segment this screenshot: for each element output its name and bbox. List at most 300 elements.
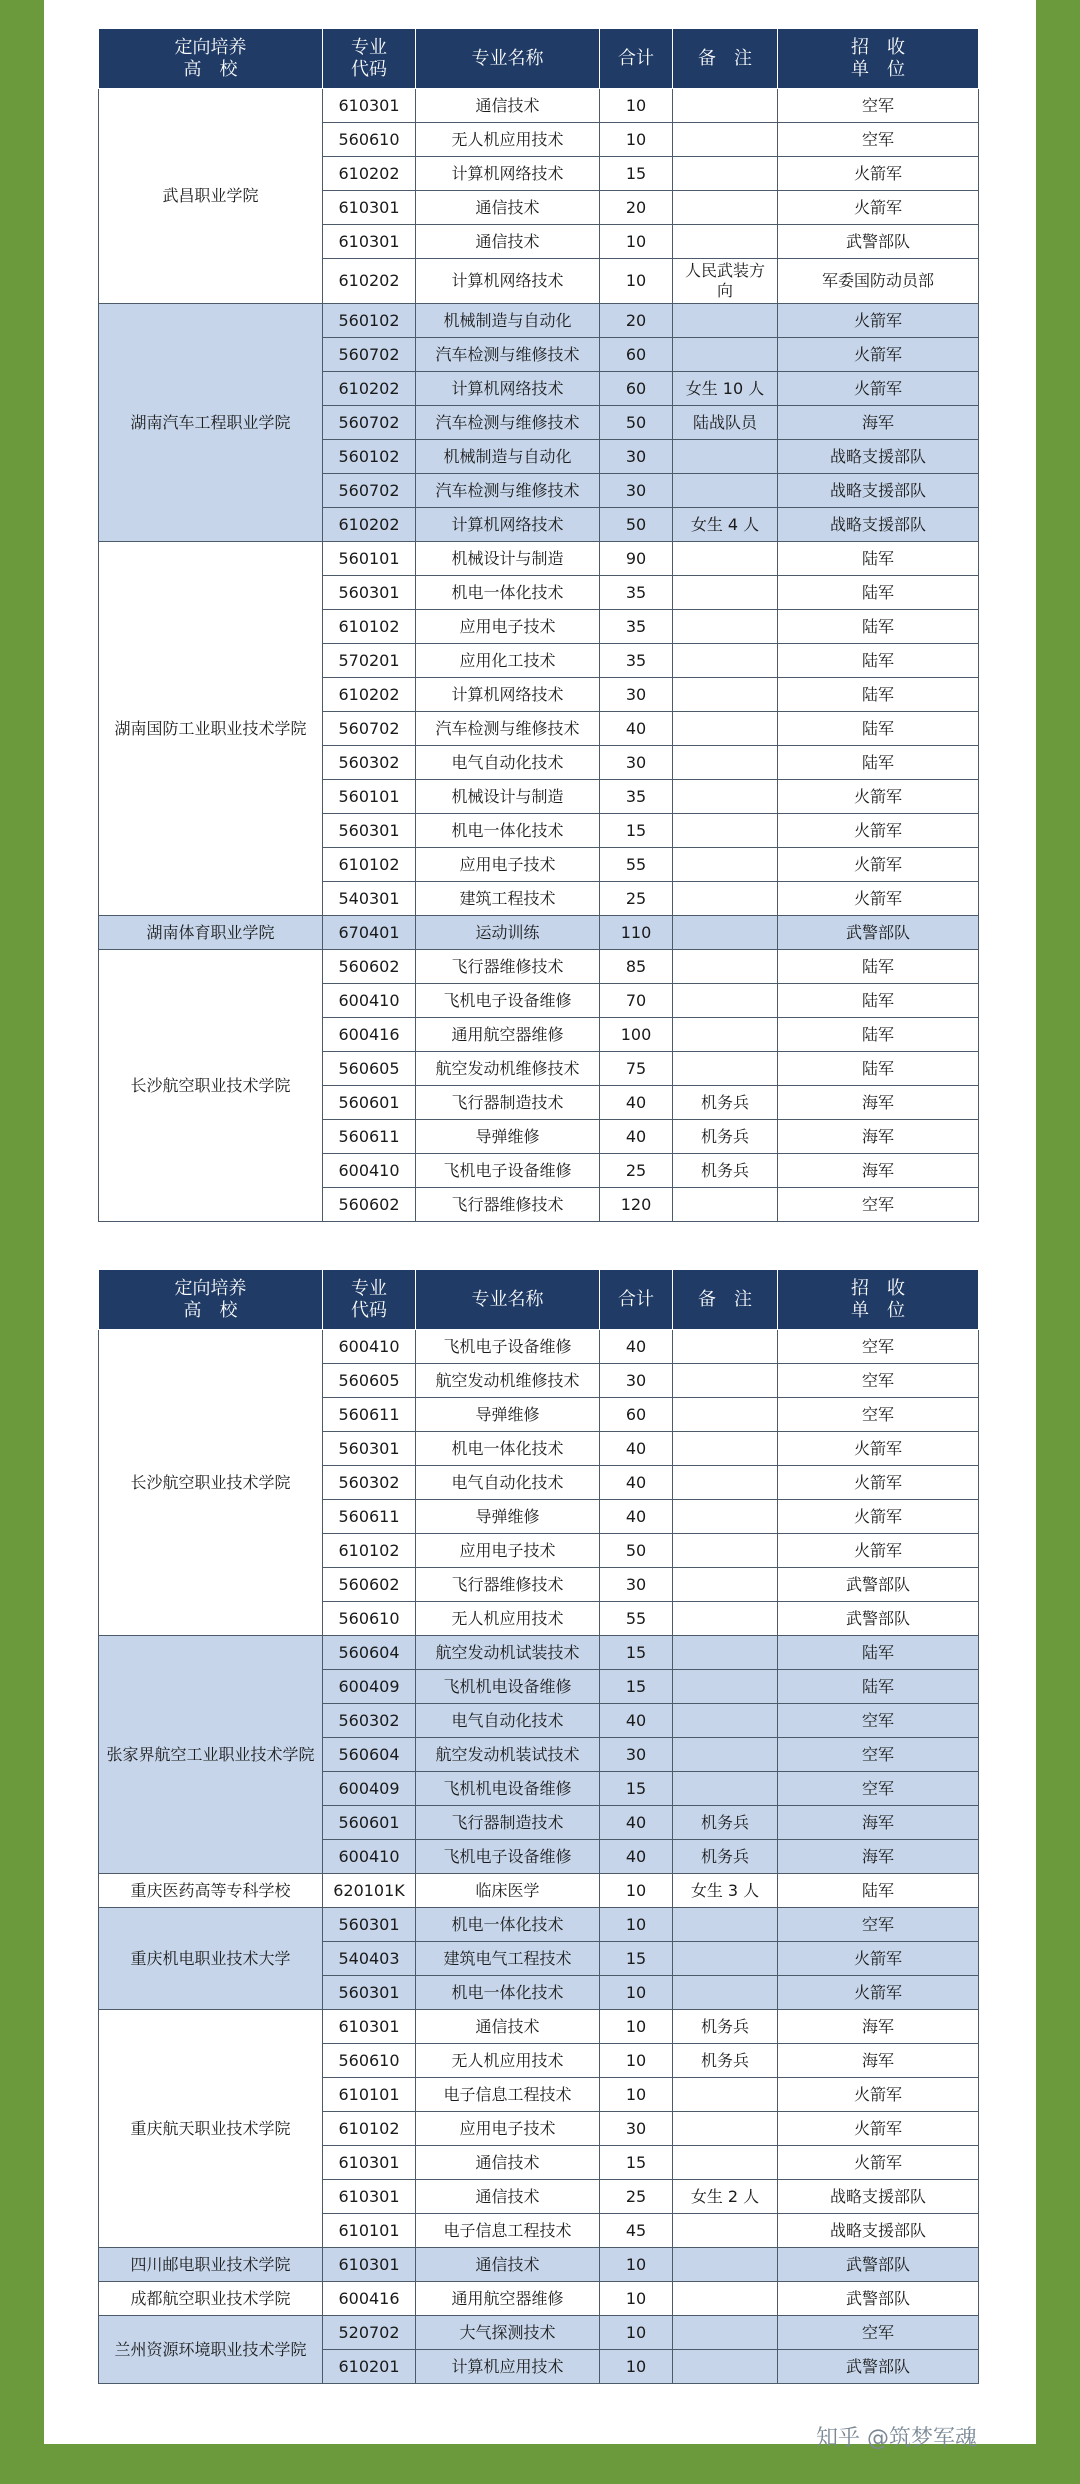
recruiting-unit: 空军 — [778, 1398, 979, 1432]
recruiting-unit: 陆军 — [778, 712, 979, 746]
remark — [673, 1534, 778, 1568]
major-name: 应用电子技术 — [416, 610, 600, 644]
table-row — [99, 542, 979, 576]
remark — [673, 746, 778, 780]
major-name: 导弹维修 — [416, 1398, 600, 1432]
remark — [673, 1018, 778, 1052]
total-count: 10 — [600, 123, 673, 157]
major-code: 610301 — [323, 2010, 416, 2044]
recruiting-unit: 陆军 — [778, 542, 979, 576]
recruiting-unit: 陆军 — [778, 746, 979, 780]
recruiting-unit: 海军 — [778, 1806, 979, 1840]
table-row — [99, 916, 979, 950]
recruiting-unit: 空军 — [778, 1188, 979, 1222]
major-name: 机电一体化技术 — [416, 1432, 600, 1466]
remark — [673, 814, 778, 848]
total-count: 15 — [600, 814, 673, 848]
major-name: 通信技术 — [416, 225, 600, 259]
major-code: 560604 — [323, 1636, 416, 1670]
remark — [673, 2214, 778, 2248]
major-name: 临床医学 — [416, 1874, 600, 1908]
total-count: 15 — [600, 157, 673, 191]
major-code: 560602 — [323, 950, 416, 984]
total-count: 15 — [600, 2146, 673, 2180]
column-header: 专业名称 — [416, 29, 600, 89]
remark — [673, 780, 778, 814]
total-count: 100 — [600, 1018, 673, 1052]
remark — [673, 2146, 778, 2180]
remark — [673, 984, 778, 1018]
table-row — [99, 950, 979, 984]
recruiting-unit: 空军 — [778, 1772, 979, 1806]
recruiting-unit: 火箭军 — [778, 1534, 979, 1568]
recruiting-unit: 海军 — [778, 1840, 979, 1874]
recruiting-unit: 海军 — [778, 1120, 979, 1154]
recruiting-unit: 火箭军 — [778, 1466, 979, 1500]
major-name: 通信技术 — [416, 2248, 600, 2282]
recruiting-unit: 海军 — [778, 1154, 979, 1188]
remark — [673, 123, 778, 157]
column-header: 定向培养 高 校 — [99, 29, 323, 89]
total-count: 85 — [600, 950, 673, 984]
major-name: 航空发动机装试技术 — [416, 1738, 600, 1772]
remark — [673, 1398, 778, 1432]
column-header: 备 注 — [673, 29, 778, 89]
remark — [673, 304, 778, 338]
major-name: 计算机网络技术 — [416, 372, 600, 406]
major-name: 应用电子技术 — [416, 848, 600, 882]
major-code: 610102 — [323, 2112, 416, 2146]
recruiting-unit: 陆军 — [778, 610, 979, 644]
remark: 陆战队员 — [673, 406, 778, 440]
total-count: 35 — [600, 644, 673, 678]
recruiting-unit: 空军 — [778, 1704, 979, 1738]
total-count: 10 — [600, 2282, 673, 2316]
major-code: 600410 — [323, 984, 416, 1018]
major-code: 560301 — [323, 814, 416, 848]
recruiting-unit: 军委国防动员部 — [778, 259, 979, 304]
major-name: 飞行器维修技术 — [416, 1568, 600, 1602]
recruiting-unit: 武警部队 — [778, 2350, 979, 2384]
remark — [673, 474, 778, 508]
major-code: 560702 — [323, 712, 416, 746]
major-name: 电气自动化技术 — [416, 1466, 600, 1500]
major-name: 机械设计与制造 — [416, 780, 600, 814]
recruiting-unit: 海军 — [778, 2044, 979, 2078]
total-count: 40 — [600, 1806, 673, 1840]
major-name: 飞机电子设备维修 — [416, 1840, 600, 1874]
recruiting-unit: 火箭军 — [778, 2112, 979, 2146]
major-code: 610101 — [323, 2078, 416, 2112]
total-count: 50 — [600, 1534, 673, 1568]
total-count: 70 — [600, 984, 673, 1018]
remark — [673, 2112, 778, 2146]
table-row — [99, 304, 979, 338]
column-header: 合计 — [600, 29, 673, 89]
table-row — [99, 2316, 979, 2350]
major-code: 560301 — [323, 1908, 416, 1942]
remark — [673, 1568, 778, 1602]
total-count: 50 — [600, 406, 673, 440]
total-count: 15 — [600, 1942, 673, 1976]
school-name: 长沙航空职业技术学院 — [99, 950, 323, 1222]
table-row — [99, 1874, 979, 1908]
remark — [673, 1738, 778, 1772]
major-code: 570201 — [323, 644, 416, 678]
total-count: 30 — [600, 440, 673, 474]
major-name: 应用电子技术 — [416, 2112, 600, 2146]
major-code: 540301 — [323, 882, 416, 916]
column-header: 专业名称 — [416, 1270, 600, 1330]
recruiting-unit: 武警部队 — [778, 2248, 979, 2282]
total-count: 40 — [600, 712, 673, 746]
table-row — [99, 1330, 979, 1364]
major-code: 610202 — [323, 508, 416, 542]
school-name: 湖南体育职业学院 — [99, 916, 323, 950]
major-code: 600416 — [323, 2282, 416, 2316]
watermark: 知乎 @筑梦军魂 — [816, 2426, 977, 2451]
major-name: 通信技术 — [416, 2010, 600, 2044]
total-count: 10 — [600, 2010, 673, 2044]
recruiting-unit: 火箭军 — [778, 191, 979, 225]
recruiting-unit: 火箭军 — [778, 2146, 979, 2180]
school-name: 四川邮电职业技术学院 — [99, 2248, 323, 2282]
recruiting-unit: 火箭军 — [778, 1500, 979, 1534]
major-code: 560611 — [323, 1500, 416, 1534]
major-name: 机械设计与制造 — [416, 542, 600, 576]
total-count: 15 — [600, 1772, 673, 1806]
total-count: 10 — [600, 2044, 673, 2078]
recruiting-unit: 武警部队 — [778, 1602, 979, 1636]
total-count: 60 — [600, 1398, 673, 1432]
total-count: 30 — [600, 474, 673, 508]
remark — [673, 1772, 778, 1806]
total-count: 40 — [600, 1120, 673, 1154]
remark — [673, 1976, 778, 2010]
major-name: 无人机应用技术 — [416, 2044, 600, 2078]
remark — [673, 1330, 778, 1364]
major-code: 540403 — [323, 1942, 416, 1976]
remark — [673, 610, 778, 644]
total-count: 35 — [600, 576, 673, 610]
remark — [673, 1188, 778, 1222]
remark — [673, 1466, 778, 1500]
remark — [673, 2248, 778, 2282]
remark — [673, 2316, 778, 2350]
school-name: 重庆医药高等专科学校 — [99, 1874, 323, 1908]
column-header: 专业 代码 — [323, 29, 416, 89]
major-code: 610301 — [323, 2146, 416, 2180]
recruiting-unit: 战略支援部队 — [778, 2180, 979, 2214]
major-name: 汽车检测与维修技术 — [416, 474, 600, 508]
major-code: 560610 — [323, 2044, 416, 2078]
major-name: 无人机应用技术 — [416, 1602, 600, 1636]
major-code: 560602 — [323, 1568, 416, 1602]
header-row — [99, 29, 979, 89]
major-name: 通用航空器维修 — [416, 2282, 600, 2316]
major-name: 航空发动机试装技术 — [416, 1636, 600, 1670]
remark: 女生 4 人 — [673, 508, 778, 542]
total-count: 30 — [600, 2112, 673, 2146]
recruiting-unit: 陆军 — [778, 1018, 979, 1052]
table-row — [99, 1636, 979, 1670]
recruiting-unit: 火箭军 — [778, 780, 979, 814]
table-row — [99, 1908, 979, 1942]
total-count: 30 — [600, 1568, 673, 1602]
table-row — [99, 2010, 979, 2044]
major-name: 计算机应用技术 — [416, 2350, 600, 2384]
recruiting-unit: 火箭军 — [778, 848, 979, 882]
total-count: 40 — [600, 1466, 673, 1500]
major-code: 600410 — [323, 1330, 416, 1364]
major-code: 610102 — [323, 610, 416, 644]
total-count: 40 — [600, 1704, 673, 1738]
major-name: 计算机网络技术 — [416, 678, 600, 712]
school-name: 成都航空职业技术学院 — [99, 2282, 323, 2316]
total-count: 20 — [600, 304, 673, 338]
major-code: 560302 — [323, 1466, 416, 1500]
recruiting-unit: 陆军 — [778, 1052, 979, 1086]
major-code: 610202 — [323, 259, 416, 304]
total-count: 60 — [600, 372, 673, 406]
total-count: 10 — [600, 89, 673, 123]
total-count: 55 — [600, 1602, 673, 1636]
column-header: 备 注 — [673, 1270, 778, 1330]
school-name: 兰州资源环境职业技术学院 — [99, 2316, 323, 2384]
major-name: 运动训练 — [416, 916, 600, 950]
remark: 机务兵 — [673, 1120, 778, 1154]
remark — [673, 678, 778, 712]
remark — [673, 2282, 778, 2316]
total-count: 55 — [600, 848, 673, 882]
recruiting-unit: 火箭军 — [778, 1432, 979, 1466]
recruiting-unit: 火箭军 — [778, 882, 979, 916]
major-code: 560605 — [323, 1364, 416, 1398]
major-code: 610202 — [323, 157, 416, 191]
major-code: 560611 — [323, 1398, 416, 1432]
total-count: 25 — [600, 882, 673, 916]
remark — [673, 1636, 778, 1670]
remark — [673, 89, 778, 123]
major-code: 560101 — [323, 780, 416, 814]
total-count: 10 — [600, 1976, 673, 2010]
remark — [673, 1908, 778, 1942]
school-name: 武昌职业学院 — [99, 89, 323, 304]
major-name: 机电一体化技术 — [416, 1976, 600, 2010]
major-name: 机械制造与自动化 — [416, 304, 600, 338]
remark — [673, 338, 778, 372]
major-name: 飞机机电设备维修 — [416, 1772, 600, 1806]
major-code: 610202 — [323, 678, 416, 712]
major-code: 560605 — [323, 1052, 416, 1086]
total-count: 40 — [600, 1500, 673, 1534]
major-code: 610101 — [323, 2214, 416, 2248]
recruiting-unit: 战略支援部队 — [778, 508, 979, 542]
major-name: 计算机网络技术 — [416, 508, 600, 542]
remark — [673, 2350, 778, 2384]
major-code: 560302 — [323, 1704, 416, 1738]
remark — [673, 1364, 778, 1398]
column-header: 招 收 单 位 — [778, 29, 979, 89]
recruiting-unit: 战略支援部队 — [778, 440, 979, 474]
major-code: 560601 — [323, 1806, 416, 1840]
total-count: 10 — [600, 259, 673, 304]
school-name: 湖南汽车工程职业学院 — [99, 304, 323, 542]
major-code: 610102 — [323, 1534, 416, 1568]
major-code: 560101 — [323, 542, 416, 576]
remark — [673, 1602, 778, 1636]
remark — [673, 2078, 778, 2112]
major-name: 飞机电子设备维修 — [416, 1330, 600, 1364]
major-code: 670401 — [323, 916, 416, 950]
remark: 机务兵 — [673, 1086, 778, 1120]
recruiting-unit: 火箭军 — [778, 1976, 979, 2010]
total-count: 60 — [600, 338, 673, 372]
major-code: 610301 — [323, 2248, 416, 2282]
major-code: 600416 — [323, 1018, 416, 1052]
major-name: 飞行器制造技术 — [416, 1806, 600, 1840]
major-code: 610301 — [323, 191, 416, 225]
recruiting-unit: 陆军 — [778, 576, 979, 610]
column-header: 招 收 单 位 — [778, 1270, 979, 1330]
major-code: 600410 — [323, 1840, 416, 1874]
major-code: 560102 — [323, 440, 416, 474]
recruiting-unit: 陆军 — [778, 1636, 979, 1670]
major-code: 610202 — [323, 372, 416, 406]
major-name: 计算机网络技术 — [416, 157, 600, 191]
total-count: 20 — [600, 191, 673, 225]
total-count: 110 — [600, 916, 673, 950]
recruiting-unit: 陆军 — [778, 950, 979, 984]
major-code: 560702 — [323, 474, 416, 508]
total-count: 75 — [600, 1052, 673, 1086]
column-header: 定向培养 高 校 — [99, 1270, 323, 1330]
column-header: 合计 — [600, 1270, 673, 1330]
major-name: 电气自动化技术 — [416, 746, 600, 780]
major-code: 560301 — [323, 1976, 416, 2010]
remark: 女生 2 人 — [673, 2180, 778, 2214]
major-code: 600409 — [323, 1670, 416, 1704]
major-code: 610301 — [323, 225, 416, 259]
recruiting-unit: 火箭军 — [778, 338, 979, 372]
school-name: 长沙航空职业技术学院 — [99, 1330, 323, 1636]
major-name: 大气探测技术 — [416, 2316, 600, 2350]
table-row — [99, 2248, 979, 2282]
total-count: 40 — [600, 1086, 673, 1120]
major-name: 汽车检测与维修技术 — [416, 406, 600, 440]
total-count: 120 — [600, 1188, 673, 1222]
major-code: 560602 — [323, 1188, 416, 1222]
major-name: 电子信息工程技术 — [416, 2078, 600, 2112]
total-count: 45 — [600, 2214, 673, 2248]
major-name: 飞机电子设备维修 — [416, 1154, 600, 1188]
remark — [673, 225, 778, 259]
recruiting-unit: 陆军 — [778, 1874, 979, 1908]
major-name: 飞行器维修技术 — [416, 950, 600, 984]
enrollment-table-1 — [98, 28, 979, 1222]
total-count: 15 — [600, 1636, 673, 1670]
remark — [673, 542, 778, 576]
major-code: 600409 — [323, 1772, 416, 1806]
major-name: 航空发动机维修技术 — [416, 1364, 600, 1398]
recruiting-unit: 空军 — [778, 1908, 979, 1942]
recruiting-unit: 火箭军 — [778, 157, 979, 191]
major-code: 560702 — [323, 338, 416, 372]
major-code: 610102 — [323, 848, 416, 882]
remark — [673, 157, 778, 191]
major-code: 560601 — [323, 1086, 416, 1120]
remark: 女生 3 人 — [673, 1874, 778, 1908]
recruiting-unit: 陆军 — [778, 644, 979, 678]
major-name: 通用航空器维修 — [416, 1018, 600, 1052]
total-count: 40 — [600, 1840, 673, 1874]
major-code: 560301 — [323, 576, 416, 610]
recruiting-unit: 海军 — [778, 406, 979, 440]
major-code: 600410 — [323, 1154, 416, 1188]
recruiting-unit: 空军 — [778, 1364, 979, 1398]
total-count: 40 — [600, 1432, 673, 1466]
major-name: 通信技术 — [416, 2146, 600, 2180]
recruiting-unit: 火箭军 — [778, 1942, 979, 1976]
remark — [673, 440, 778, 474]
remark: 机务兵 — [673, 1154, 778, 1188]
major-name: 机械制造与自动化 — [416, 440, 600, 474]
total-count: 30 — [600, 678, 673, 712]
major-name: 应用化工技术 — [416, 644, 600, 678]
remark — [673, 1942, 778, 1976]
major-name: 机电一体化技术 — [416, 814, 600, 848]
remark — [673, 882, 778, 916]
recruiting-unit: 空军 — [778, 1330, 979, 1364]
major-name: 电子信息工程技术 — [416, 2214, 600, 2248]
total-count: 25 — [600, 1154, 673, 1188]
total-count: 40 — [600, 1330, 673, 1364]
remark — [673, 1670, 778, 1704]
remark — [673, 916, 778, 950]
major-name: 飞机电子设备维修 — [416, 984, 600, 1018]
enrollment-table-2 — [98, 1269, 979, 2384]
major-code: 620101K — [323, 1874, 416, 1908]
remark — [673, 576, 778, 610]
recruiting-unit: 空军 — [778, 89, 979, 123]
major-name: 汽车检测与维修技术 — [416, 712, 600, 746]
remark: 机务兵 — [673, 1840, 778, 1874]
school-name: 张家界航空工业职业技术学院 — [99, 1636, 323, 1874]
total-count: 10 — [600, 1908, 673, 1942]
remark — [673, 712, 778, 746]
recruiting-unit: 武警部队 — [778, 225, 979, 259]
total-count: 10 — [600, 2316, 673, 2350]
recruiting-unit: 武警部队 — [778, 916, 979, 950]
remark — [673, 191, 778, 225]
total-count: 90 — [600, 542, 673, 576]
recruiting-unit: 陆军 — [778, 984, 979, 1018]
recruiting-unit: 火箭军 — [778, 814, 979, 848]
recruiting-unit: 战略支援部队 — [778, 2214, 979, 2248]
remark: 机务兵 — [673, 2010, 778, 2044]
school-name: 湖南国防工业职业技术学院 — [99, 542, 323, 916]
major-name: 通信技术 — [416, 89, 600, 123]
major-name: 建筑工程技术 — [416, 882, 600, 916]
major-name: 无人机应用技术 — [416, 123, 600, 157]
school-name: 重庆航天职业技术学院 — [99, 2010, 323, 2248]
total-count: 50 — [600, 508, 673, 542]
table-row — [99, 89, 979, 123]
major-name: 飞机机电设备维修 — [416, 1670, 600, 1704]
recruiting-unit: 陆军 — [778, 678, 979, 712]
recruiting-unit: 火箭军 — [778, 304, 979, 338]
total-count: 10 — [600, 225, 673, 259]
